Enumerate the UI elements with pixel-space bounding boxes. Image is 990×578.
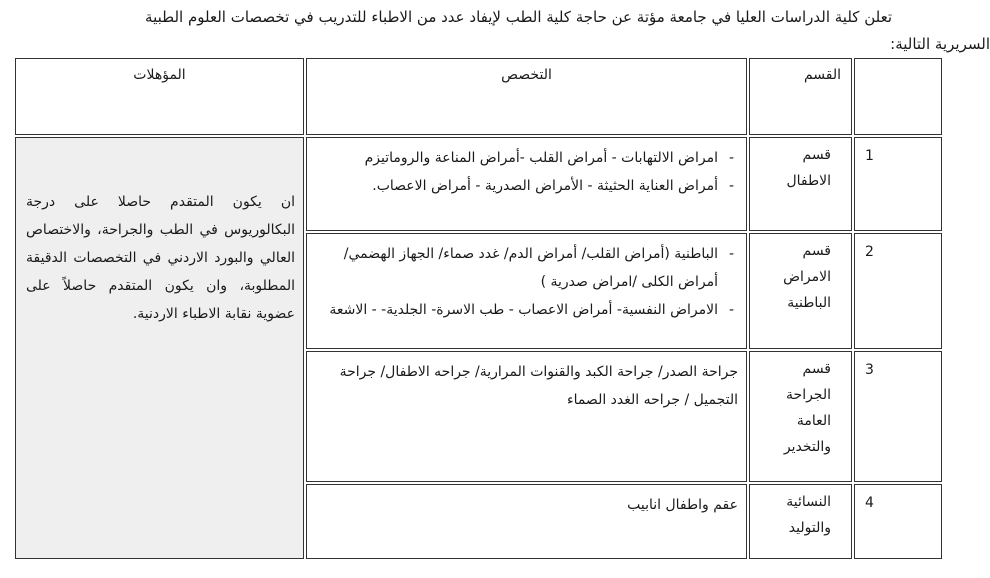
row-3-specialty-text: جراحة الصدر/ جراحة الكبد والقنوات المرارية/ جراحه الاطفال/ جراحة التجميل / جراحه الغدد الصماء [339, 364, 738, 408]
qualifications-cell: ان يكون المتقدم حاصلا على درجة البكالوريوس في الطب والجراحة، والاختصاص العالي والبورد الاردني في التخصصات الدقيقة المطلوبة، وان يكون المتقدم حاصلاً على عضوية نقابة الاطباء الاردنية. [15, 137, 304, 559]
row-4-specialty-text: عقم واطفال انابيب [627, 497, 738, 513]
header-specialty: التخصص [306, 58, 747, 135]
intro-line-2: السريرية التالية: [890, 35, 990, 53]
row-2-department: قسم الامراض الباطنية [749, 233, 852, 349]
row-1-number: 1 [854, 137, 942, 231]
row-2-specialty-item: - الامراض النفسية- أمراض الاعصاب - طب الاسرة- الجلدية- - الاشعة [315, 296, 738, 324]
row-3-department: قسم الجراحة العامة والتخدير [749, 351, 852, 482]
header-qualifications: المؤهلات [15, 58, 304, 135]
row-1-specialty [306, 137, 747, 231]
intro-line-1: تعلن كلية الدراسات العليا في جامعة مؤتة عن حاجة كلية الطب لإيفاد عدد من الاطباء للتدريب في تخصصات العلوم الطبية [145, 8, 892, 26]
row-3-number: 3 [854, 351, 942, 482]
row-3-specialty [306, 351, 747, 482]
header-department: القسم [749, 58, 852, 135]
row-2-specialty [306, 233, 747, 349]
row-2-specialty-item: - الباطنية (أمراض القلب/ أمراض الدم/ غدد صماء/ الجهاز الهضمي/ أمراض الكلى /امراض صدرية ) [315, 240, 738, 296]
row-1-specialty-item: - امراض الالتهابات - أمراض القلب -أمراض المناعة والروماتيزم [315, 144, 738, 172]
intro-text [0, 0, 990, 60]
row-1-specialty-item: - أمراض العناية الحثيثة - الأمراض الصدرية - أمراض الاعصاب. [315, 172, 738, 200]
row-2-number: 2 [854, 233, 942, 349]
row-4-number: 4 [854, 484, 942, 559]
row-4-department: النسائية والتوليد [749, 484, 852, 559]
row-4-specialty [306, 484, 747, 559]
row-1-department: قسم الاطفال [749, 137, 852, 231]
header-number [854, 58, 942, 135]
